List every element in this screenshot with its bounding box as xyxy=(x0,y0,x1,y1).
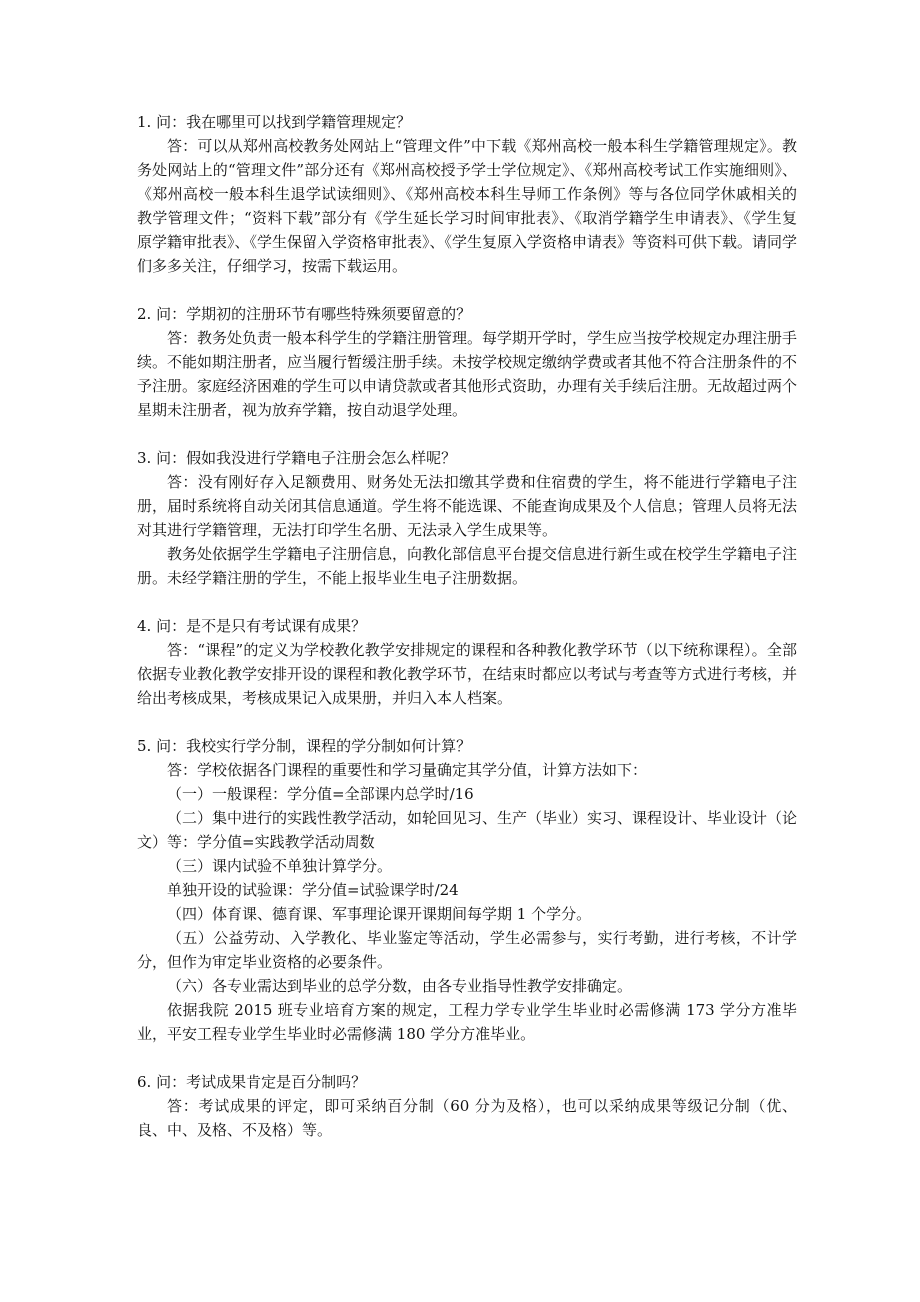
answer-paragraph: （五）公益劳动、入学教化、毕业鉴定等活动，学生必需参与，实行考勤，进行考核，不计学分，但作为审定毕业资格的必要条件。 xyxy=(137,929,797,971)
question-6: 6. 问：考试成果肯定是百分制吗？ xyxy=(137,1073,367,1091)
answer-paragraph: 单独开设的试验课：学分值=试验课学时/24 xyxy=(167,881,459,899)
qa-item-5 xyxy=(137,734,797,1046)
qa-item-3 xyxy=(137,446,797,590)
answer-paragraph: （六）各专业需达到毕业的总学分数，由各专业指导性教学安排确定。 xyxy=(167,977,633,995)
answer-paragraph: （二）集中进行的实践性教学活动，如轮回见习、生产（毕业）实习、课程设计、毕业设计（论文）等：学分值=实践教学活动周数 xyxy=(137,809,798,851)
answer-paragraph: （四）体育课、德育课、军事理论课开课期间每学期 1 个学分。 xyxy=(167,905,592,923)
answer-paragraph: 依据我院 2015 班专业培育方案的规定，工程力学专业学生毕业时必需修满 173 学分方准毕业，平安工程专业学生毕业时必需修满 180 学分方准毕业。 xyxy=(137,1001,797,1043)
question-2: 2. 问：学期初的注册环节有哪些特殊须要留意的？ xyxy=(137,305,472,323)
question-1: 1. 问：我在哪里可以找到学籍管理规定？ xyxy=(137,113,412,131)
answer-paragraph: 答：“课程”的定义为学校教化教学安排规定的课程和各种教化教学环节（以下统称课程）。全部依据专业教化教学安排开设的课程和教化教学环节，在结束时都应以考试与考查等方式进行考核，并给出考核成果，考核成果记入成果册，并归入本人档案。 xyxy=(137,641,798,707)
answer-paragraph: 答：考试成果的评定，即可采纳百分制（60 分为及格），也可以采纳成果等级记分制（优、良、中、及格、不及格）等。 xyxy=(137,1097,797,1139)
question-5: 5. 问：我校实行学分制，课程的学分制如何计算？ xyxy=(137,737,472,755)
answer-paragraph: 答：可以从郑州高校教务处网站上“管理文件”中下载《郑州高校一般本科生学籍管理规定》。教务处网站上的“管理文件”部分还有《郑州高校授予学士学位规定》、《郑州高校考试工作实施细则》、《郑州高校一般本科生退学试读细则》、《郑州高校本科生导师工作条例》等与各位同学休戚相关的教学管理文件；“资料下载”部分有《学生延长学习时间审批表》、《取消学籍学生申请表》、《学生复原学籍审批表》、《学生保留入学资格审批表》、《学生复原入学资格申请表》等资料可供下载。请同学们多多关注，仔细学习，按需下载运用。 xyxy=(137,137,798,275)
document-page xyxy=(137,110,797,1166)
answer-paragraph: （三）课内试验不单独计算学分。 xyxy=(167,857,393,875)
answer-paragraph: 教务处依据学生学籍电子注册信息，向教化部信息平台提交信息进行新生或在校学生学籍电子注册。未经学籍注册的学生，不能上报毕业生电子注册数据。 xyxy=(137,545,798,587)
answer-paragraph: 答：没有刚好存入足额费用、财务处无法扣缴其学费和住宿费的学生，将不能进行学籍电子注册，届时系统将自动关闭其信息通道。学生将不能选课、不能查询成果及个人信息；管理人员将无法对其进行学籍管理，无法打印学生名册、无法录入学生成果等。 xyxy=(137,473,798,539)
answer-paragraph: （一）一般课程：学分值=全部课内总学时/16 xyxy=(167,785,474,803)
qa-item-2 xyxy=(137,302,797,422)
answer-paragraph: 答：教务处负责一般本科学生的学籍注册管理。每学期开学时，学生应当按学校规定办理注册手续。不能如期注册者，应当履行暂缓注册手续。未按学校规定缴纳学费或者其他不符合注册条件的不予注册。家庭经济困难的学生可以申请贷款或者其他形式资助，办理有关手续后注册。无故超过两个星期未注册者，视为放弃学籍，按自动退学处理。 xyxy=(137,329,798,419)
question-4: 4. 问：是不是只有考试课有成果？ xyxy=(137,617,367,635)
qa-item-4 xyxy=(137,614,797,710)
question-3: 3. 问：假如我没进行学籍电子注册会怎么样呢？ xyxy=(137,449,457,467)
answer-paragraph: 答：学校依据各门课程的重要性和学习量确定其学分值，计算方法如下： xyxy=(167,761,648,779)
qa-item-6 xyxy=(137,1070,797,1142)
qa-item-1 xyxy=(137,110,797,278)
